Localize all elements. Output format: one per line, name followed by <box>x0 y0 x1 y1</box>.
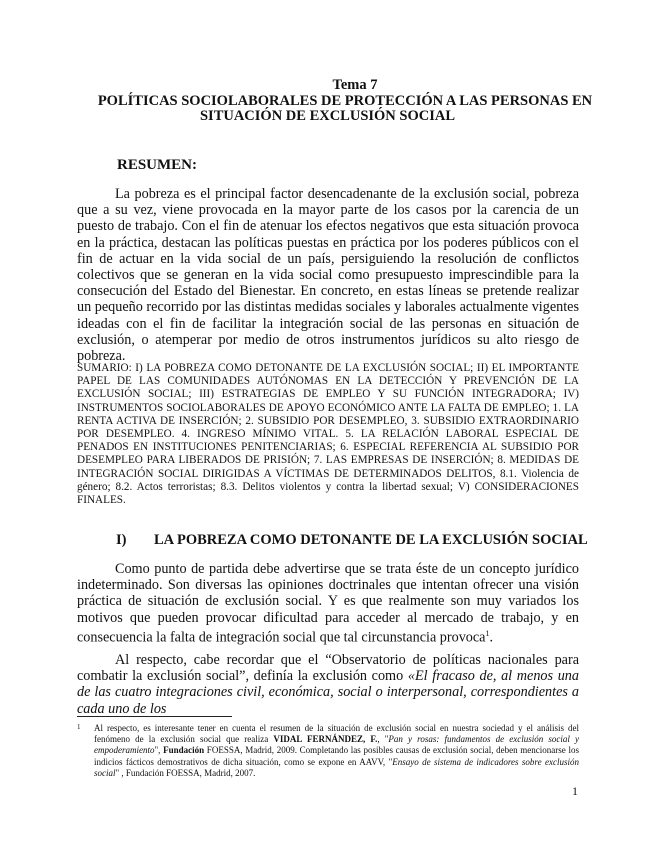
footnote-divider <box>77 716 232 717</box>
footnote-publisher: Fundación <box>163 745 205 756</box>
footnote-mark: 1 <box>77 723 81 731</box>
summary-paragraph: SUMARIO: I) LA POBREZA COMO DETONANTE DE LA EXCLUSIÓN SOCIAL; II) EL IMPORTANTE PAPEL DE LAS COMUNIDADES AUTÓNOMAS EN LA DETECCIÓN Y PREVENCIÓN DE LA EXCLUSIÓN SOCIAL; III) ESTRATEGIAS DE EMPLEO Y SU FUNCIÓN INTEGRADORA; IV) INSTRUMENTOS SOCIOLABORALES DE APOYO ECONÓMICO ANTE LA FALTA DE EMPLEO; 1. LA RENTA ACTIVA DE INSERCIÓN; 2. SUBSIDIO POR DESEMPLEO, 3. SUBSIDIO EXTRAORDINARIO POR DESEMPLEO. 4. INGRESO MÍNIMO VITAL. 5. LA RELACIÓN LABORAL ESPECIAL DE PENADOS EN INSTITUCIONES PENITENCIARIAS; 6. ESPECIAL REFERENCIA AL SUBSIDIO POR DESEMPLEO PARA LIBERADOS DE PRISIÓN; 7. LAS EMPRESAS DE INSERCIÓN; 8. MEDIDAS DE INTEGRACIÓN SOCIAL DIRIGIDAS A VÍCTIMAS DE DETERMINADOS DELITOS, 8.1. Violencia de género; 8.2. Actos terroristas; 8.3. Delitos violentos y contra la libertad sexual; V) CONSIDERACIONES FINALES. <box>77 362 579 507</box>
footnote-title-2: Ensayo de sistema de indicadores sobre exclusión social <box>94 756 579 778</box>
body-paragraph-1-text: Como punto de partida debe advertirse que se trata éste de un concepto jurídico indeterminado. Son diversas las opiniones doctrinales que intentan ofrecer una visión práctica de situación de exclusión social. Y es que realmente son muy variados los motivos que pueden provocar dificultad para acceder al mercado de trabajo, y en consecuencia la falta de integración social que tal circunstancia provoca <box>77 561 579 646</box>
section-heading <box>116 532 588 549</box>
body-paragraph-2-quote: «El fracaso de, al menos una de las cuatro integraciones civil, económica, social o interpersonal, correspondientes a cada uno de los <box>77 668 579 717</box>
body-paragraph-1: Como punto de partida debe advertirse que se trata éste de un concepto jurídico indeterminado. Son diversas las opiniones doctrinales que intentan ofrecer una visión práctica de situación de exclusión social. Y es que realmente son muy variados los motivos que pueden provocar dificultad para acceder al mercado de trabajo, y en consecuencia la falta de integración social que tal circunstancia provoca$^1$. <box>77 561 579 646</box>
abstract-heading: RESUMEN: <box>117 157 198 173</box>
footnote-text-a: Al respecto, es interesante tener en cuenta el resumen de la situación de exclusión social en nuestra sociedad y el análisis del fenómeno de la exclusión social que realiza <box>94 723 579 745</box>
section-number: I) <box>116 532 127 548</box>
abstract-paragraph: La pobreza es el principal factor desencadenante de la exclusión social, pobreza que a su vez, viene provocada en la mayor parte de los casos por la carencia de un puesto de trabajo. Con el fin de atenuar los efectos negativos que esta situación provoca en la práctica, destacan las políticas puestas en práctica por los poderes públicos con el fin de actuar en la vida social de un país, persiguiendo la resolución de conflictos colectivos que se generan en la vida social como presupuesto imprescindible para la consecución del Estado del Bienestar. En concreto, en estas líneas se pretende realizar un pequeño recorrido por las distintas medidas sociales y laborales actualmente vigentes ideadas con el fin de facilitar la integración social de las personas en situación de exclusión, o atemperar por medio de otros instrumentos jurídicos su alto riesgo de pobreza. <box>77 186 579 365</box>
body-paragraph-2-lead: Al respecto, cabe recordar que el “Observatorio de políticas nacionales para combatir la exclusión social”, definía la exclusión como <box>77 652 579 685</box>
footnote-title-1: Pan y rosas: fundamentos de exclusión social y empoderamiento <box>94 734 579 756</box>
footnote-text-e: " , Fundación FOESSA, Madrid, 2007. <box>115 767 256 778</box>
footnote-text-d: FOESSA, Madrid, 2009. Completando las posibles causas de exclusión social, deben mencionarse los indicios fácticos demostrativos de dicha situación, como se expone en AAVV, " <box>94 745 579 767</box>
section-title: LA POBREZA COMO DETONANTE DE LA EXCLUSIÓN SOCIAL <box>154 532 588 548</box>
document-title-line-2: SITUACIÓN DE EXCLUSIÓN SOCIAL <box>199 108 456 124</box>
footnote-author: VIDAL FERNÁNDEZ, F. <box>273 734 378 745</box>
footnote-reference[interactable]: 1 <box>485 628 490 638</box>
footnote-text-b: , " <box>377 734 389 745</box>
footnote <box>77 723 579 779</box>
topic-number: Tema 7 <box>332 77 378 93</box>
document-title-line-1: POLÍTICAS SOCIOLABORALES DE PROTECCIÓN A LAS PERSONAS EN <box>97 93 593 109</box>
body-paragraph-2 <box>77 652 579 717</box>
footnote-text-c: ", <box>154 745 164 756</box>
page-number: 1 <box>572 784 578 798</box>
footnote-body <box>77 723 579 779</box>
